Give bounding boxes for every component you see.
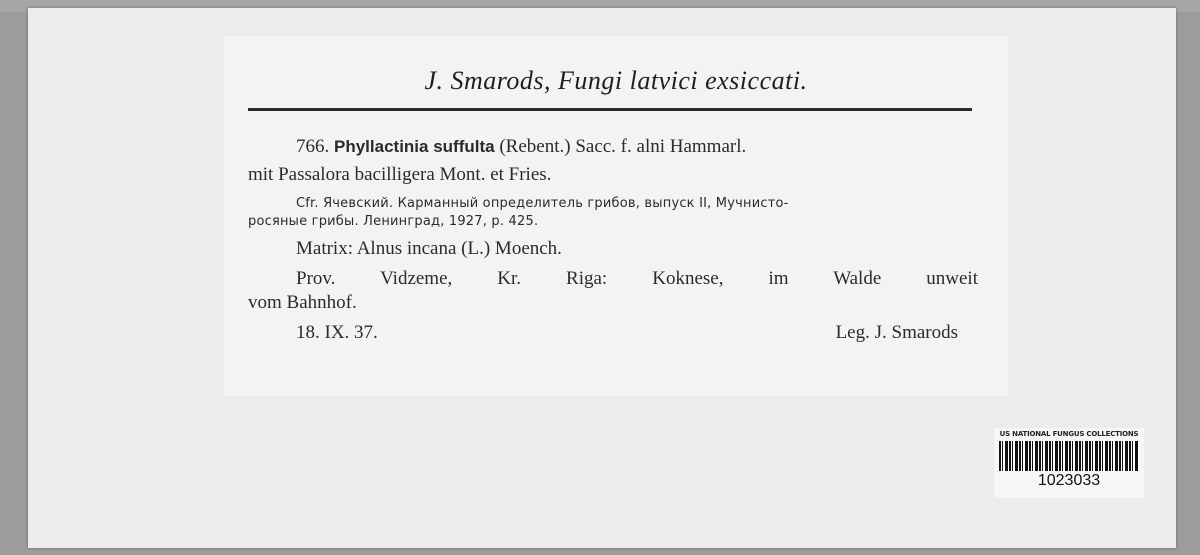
- label-header: J. Smarods, Fungi latvici exsiccati.: [424, 66, 808, 95]
- herbarium-sheet: [28, 8, 1176, 548]
- matrix-line: Matrix: Alnus incana (L.) Moench.: [296, 238, 562, 259]
- specimen-label: [224, 36, 1008, 396]
- barcode-icon: [999, 441, 1139, 471]
- reference-line-2: росяные грибы. Ленинград, 1927, p. 425.: [248, 214, 539, 229]
- associated-fungus: mit Passalora bacilligera Mont. et Fries.: [248, 164, 552, 185]
- reference-line-1: Cfr. Ячевский. Карманный определитель грибов, выпуск II, Мучнисто-: [296, 196, 789, 211]
- barcode-number: 1023033: [1037, 472, 1101, 489]
- specimen-number: 766.: [296, 136, 330, 157]
- species-line: [248, 136, 1026, 158]
- locality-line-2: vom Bahnhof.: [248, 292, 357, 313]
- header-rule: [248, 108, 972, 111]
- collector: Leg. J. Smarods: [835, 322, 958, 343]
- locality-line-1: Prov. Vidzeme, Kr. Riga: Koknese, im Walde unweit: [296, 268, 978, 289]
- species-authority: (Rebent.) Sacc. f. alni Hammarl.: [499, 136, 747, 157]
- barcode-organization: US NATIONAL FUNGUS COLLECTIONS: [999, 430, 1139, 438]
- species-name: Phyllactinia suffulta: [334, 137, 495, 156]
- barcode-label: [994, 428, 1144, 498]
- collection-date: 18. IX. 37.: [296, 322, 378, 343]
